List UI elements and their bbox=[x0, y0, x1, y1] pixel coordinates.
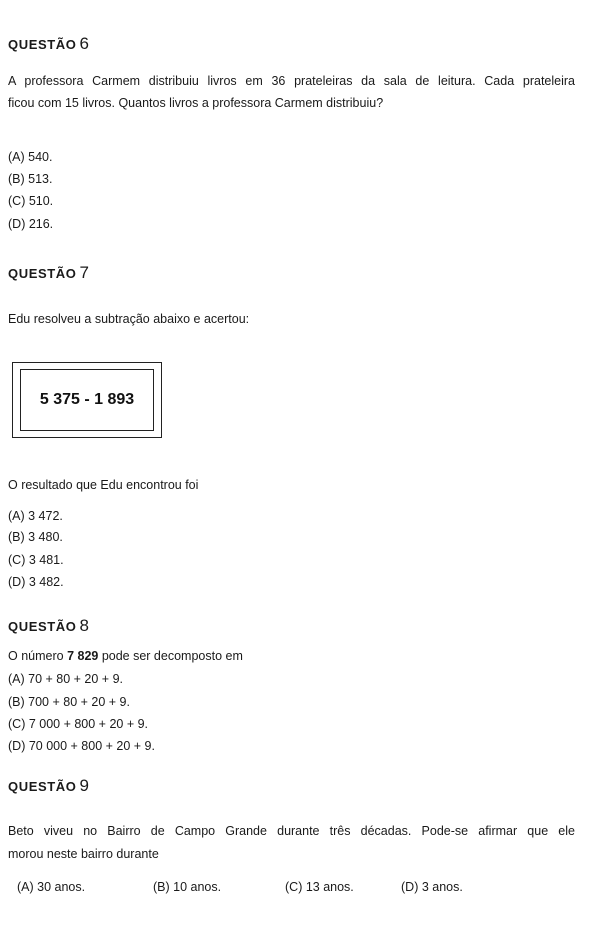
question-8-number-bold: 7 829 bbox=[67, 649, 99, 663]
question-6-text-line1: A professora Carmem distribuiu livros em 36 prateleiras da sala de leitura. Cada prateleira bbox=[8, 74, 575, 88]
question-6-option-a[interactable]: (A) 540. bbox=[8, 150, 53, 164]
expression-box bbox=[12, 362, 162, 438]
subtraction-expression: 5 375 - 1 893 bbox=[39, 391, 135, 408]
question-6-option-b[interactable]: (B) 513. bbox=[8, 172, 53, 186]
question-7-option-d[interactable]: (D) 3 482. bbox=[8, 575, 64, 589]
question-8-text-after: pode ser decomposto em bbox=[98, 649, 243, 663]
question-7-option-b[interactable]: (B) 3 480. bbox=[8, 530, 63, 544]
question-9-title bbox=[8, 776, 89, 796]
question-9-option-d[interactable]: (D) 3 anos. bbox=[401, 880, 463, 894]
expression-box-inner bbox=[20, 369, 154, 431]
question-label: QUESTÃO bbox=[8, 266, 77, 281]
question-8-option-c[interactable]: (C) 7 000 + 800 + 20 + 9. bbox=[8, 717, 149, 731]
question-8-text-before: O número bbox=[8, 649, 68, 663]
question-6-option-d[interactable]: (D) 216. bbox=[8, 217, 54, 231]
question-6-text-line2: ficou com 15 livros. Quantos livros a professora Carmem distribuiu? bbox=[8, 96, 384, 110]
question-6-title bbox=[8, 34, 89, 54]
question-7-option-a[interactable]: (A) 3 472. bbox=[8, 509, 63, 523]
question-8-text bbox=[8, 645, 243, 667]
question-number: 7 bbox=[79, 263, 89, 282]
question-9-option-b[interactable]: (B) 10 anos. bbox=[153, 880, 222, 894]
question-number: 9 bbox=[79, 776, 89, 795]
question-9-text-line1: Beto viveu no Bairro de Campo Grande durante três décadas. Pode-se afirmar que ele bbox=[8, 824, 575, 838]
question-8-option-d[interactable]: (D) 70 000 + 800 + 20 + 9. bbox=[8, 739, 155, 753]
question-number: 8 bbox=[79, 616, 89, 635]
question-7-prompt: O resultado que Edu encontrou foi bbox=[8, 478, 199, 492]
question-9-option-a[interactable]: (A) 30 anos. bbox=[17, 880, 86, 894]
question-8-title bbox=[8, 616, 89, 636]
question-label: QUESTÃO bbox=[8, 619, 77, 634]
question-label: QUESTÃO bbox=[8, 37, 77, 52]
question-9-option-c[interactable]: (C) 13 anos. bbox=[285, 880, 354, 894]
question-7-title bbox=[8, 263, 89, 283]
question-8-option-b[interactable]: (B) 700 + 80 + 20 + 9. bbox=[8, 695, 130, 709]
question-9-text-line2: morou neste bairro durante bbox=[8, 847, 159, 861]
question-8-option-a[interactable]: (A) 70 + 80 + 20 + 9. bbox=[8, 672, 124, 686]
question-7-option-c[interactable]: (C) 3 481. bbox=[8, 553, 64, 567]
question-6-option-c[interactable]: (C) 510. bbox=[8, 194, 54, 208]
question-label: QUESTÃO bbox=[8, 779, 77, 794]
question-7-text: Edu resolveu a subtração abaixo e acertou: bbox=[8, 312, 250, 326]
question-number: 6 bbox=[79, 34, 89, 53]
